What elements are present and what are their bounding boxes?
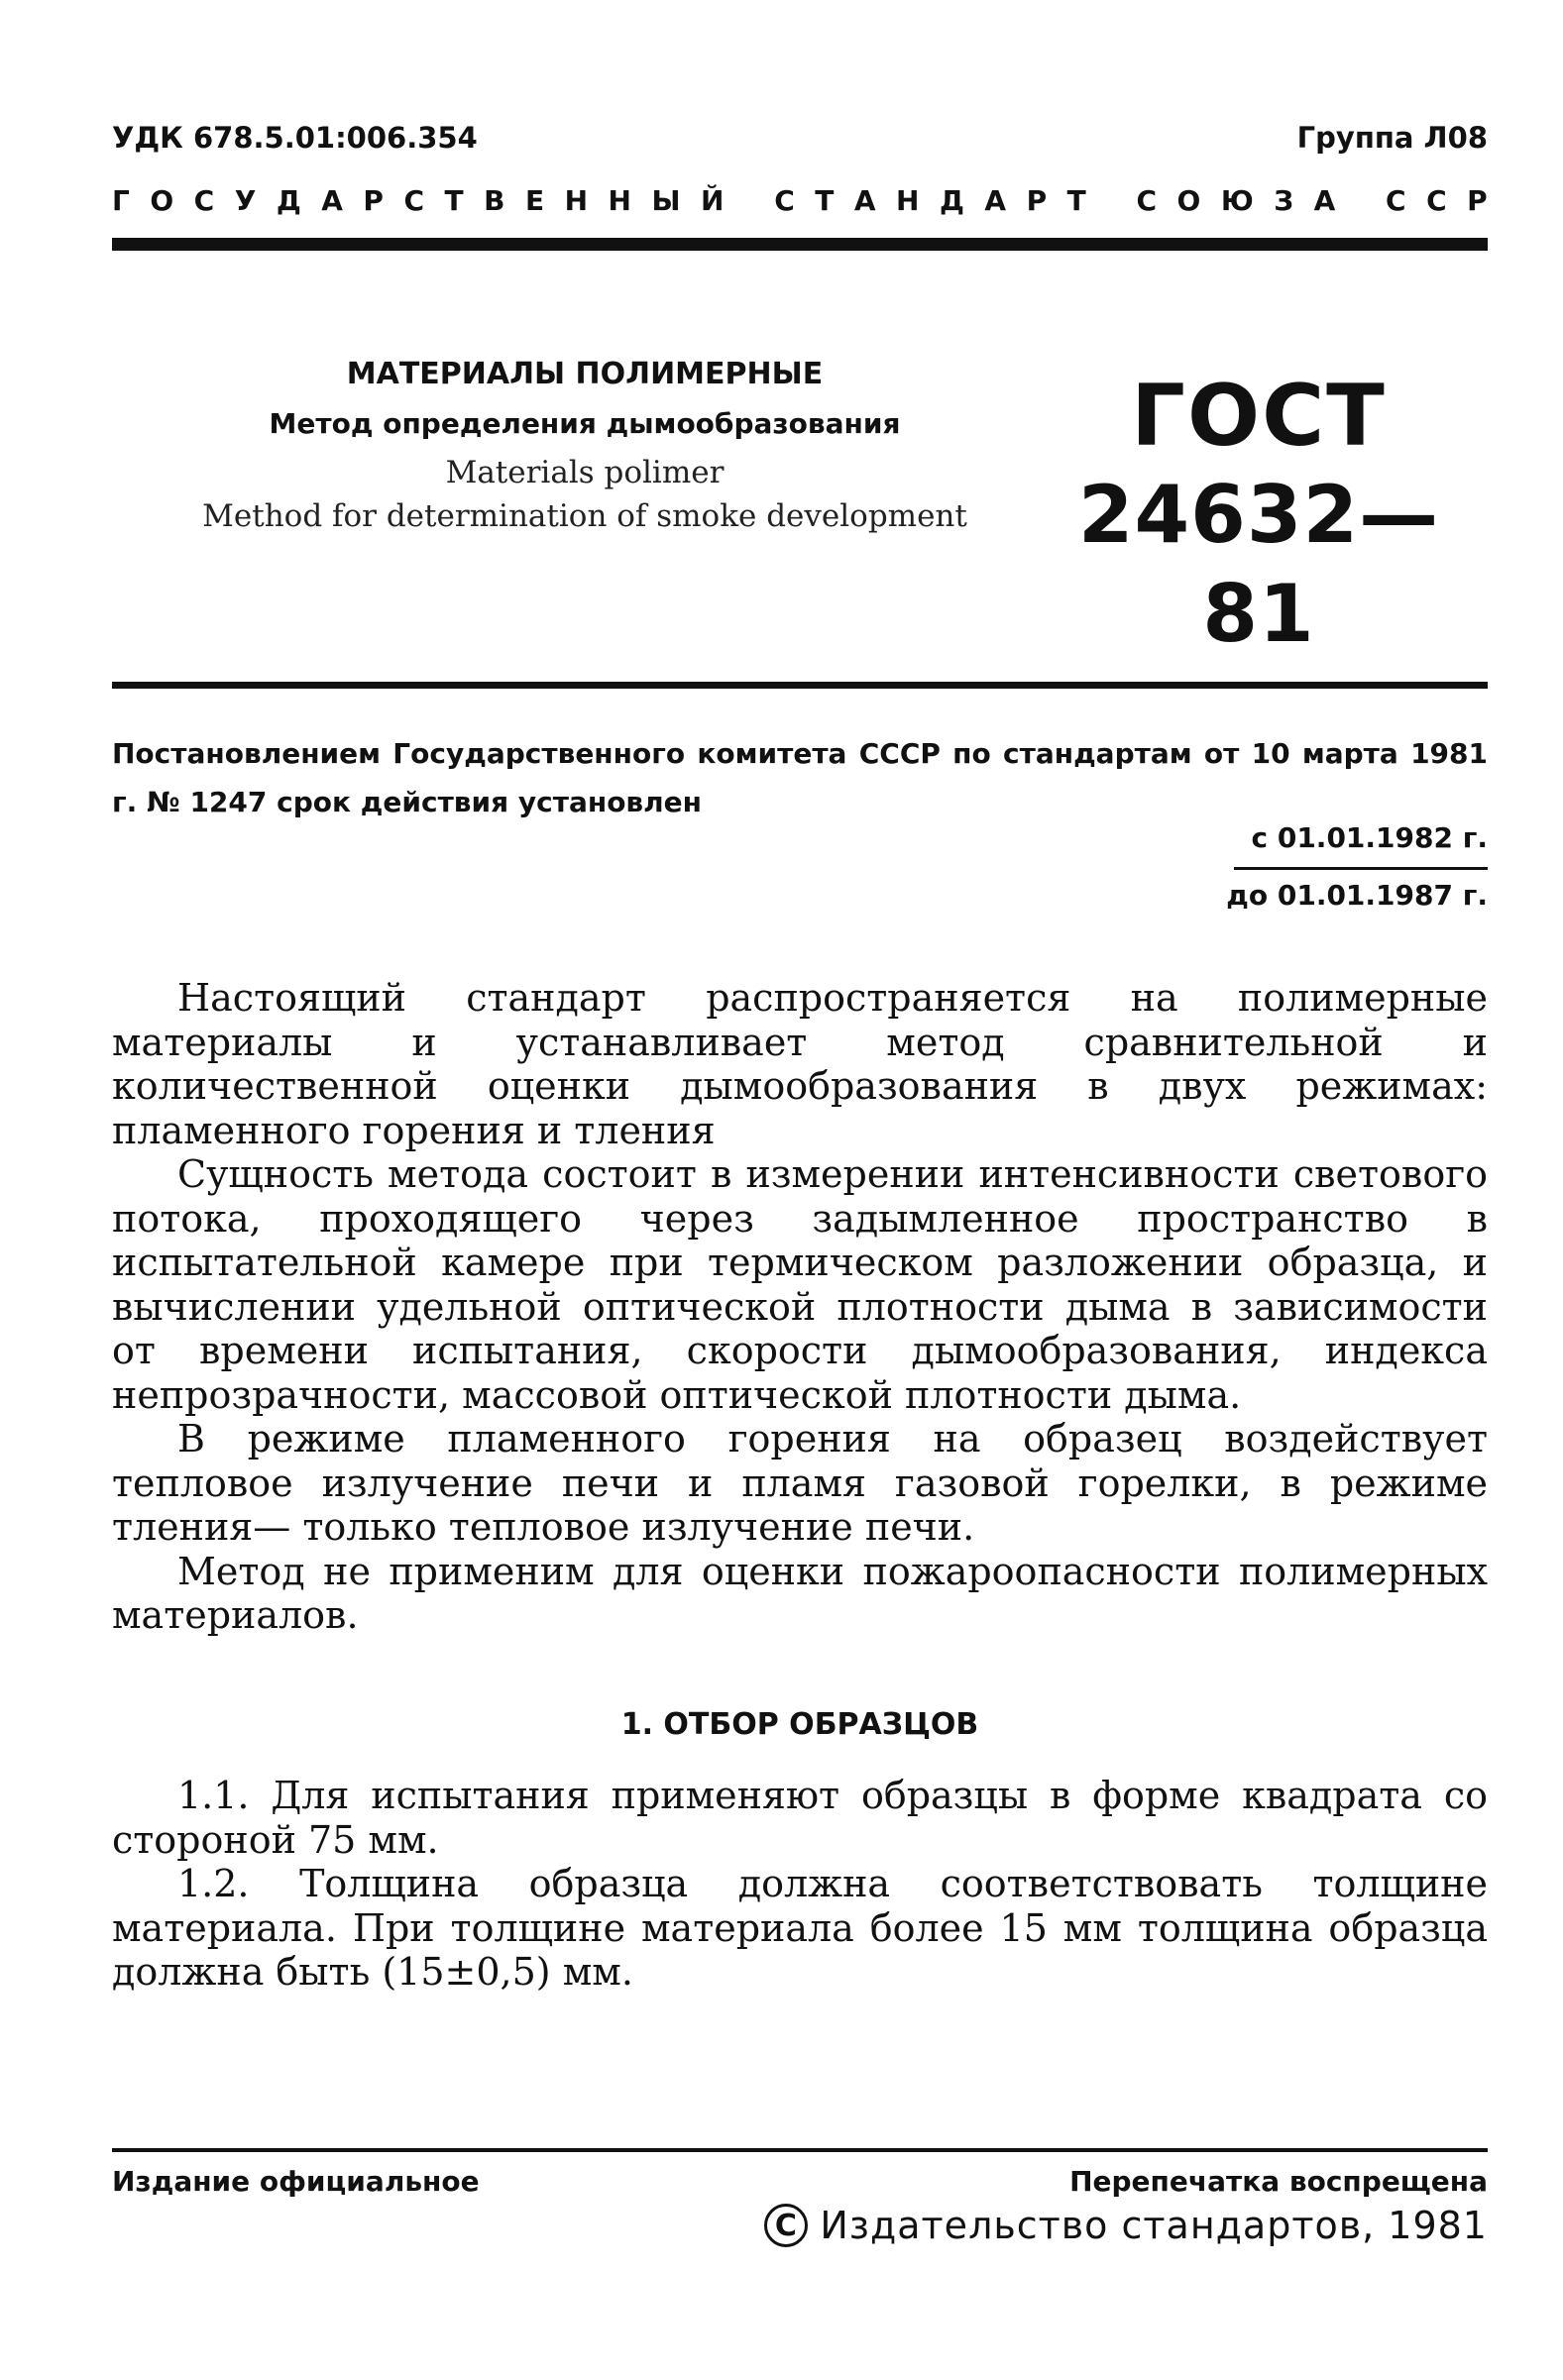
banner-letter: Й — [701, 184, 725, 217]
intro-body — [112, 976, 1488, 1638]
section-item: 1.2. Толщина образца должна соответствовать толщине материала. При толщине материала более 15 мм толщина образца должна быть (15±0,5) мм. — [112, 1862, 1488, 1994]
edition-note: Издание официальное — [112, 2165, 480, 2198]
banner-letter: Т — [444, 184, 464, 217]
body-paragraph: В режиме пламенного горения на образец воздействует тепловое излучение печи и пламя газовой горелки, в режиме тления— только тепловое излучение печи. — [112, 1417, 1488, 1549]
banner-letter: Д — [276, 184, 301, 217]
banner-letter: З — [1274, 184, 1294, 217]
banner-letter: Т — [1066, 184, 1086, 217]
date-divider — [1234, 867, 1488, 870]
body-paragraph: Метод не применим для оценки пожароопасности полимерных материалов. — [112, 1549, 1488, 1637]
body-paragraph: Настоящий стандарт распространяется на полимерные материалы и устанавливает метод сравнительной и количественной оценки дымообразования в двух режимах: пламенного горения и тления — [112, 976, 1488, 1152]
footer-rule — [112, 2148, 1488, 2152]
banner-letter: С — [774, 184, 795, 217]
banner-letter — [1356, 184, 1366, 217]
banner-letter: Р — [1467, 184, 1488, 217]
header-rule — [112, 238, 1488, 251]
banner-letter: Н — [564, 184, 589, 217]
banner-letter: У — [234, 184, 257, 217]
reprint-note: Перепечатка воспрещена — [1069, 2165, 1488, 2198]
banner-letter: А — [1313, 184, 1336, 217]
banner-letter: А — [853, 184, 876, 217]
banner-letter: Е — [524, 184, 545, 217]
banner-letter: О — [1176, 184, 1201, 217]
banner-letter: Р — [363, 184, 384, 217]
gost-designation — [1070, 367, 1447, 664]
group-code: Группа Л08 — [1296, 121, 1488, 155]
date-to: до 01.01.1987 г. — [1226, 879, 1488, 912]
title-en-sub: Method for determination of smoke development — [202, 498, 967, 534]
publisher-name: Издательство стандартов, 1981 — [820, 2204, 1488, 2247]
banner-letter: С — [1426, 184, 1447, 217]
banner-letter: В — [484, 184, 505, 217]
decree-text: Постановлением Государственного комитета СССР по стандартам от 10 марта 1981 г. № 1247 срок действия установлен — [112, 737, 1488, 818]
banner-letter: Ы — [651, 184, 681, 217]
state-standard-banner — [112, 184, 1488, 217]
banner-letter: А — [321, 184, 343, 217]
gost-number: 24632—81 — [1077, 469, 1440, 660]
banner-letter: Г — [112, 184, 130, 217]
banner-letter: Н — [896, 184, 920, 217]
banner-letter: Д — [939, 184, 964, 217]
banner-letter: Ю — [1220, 184, 1254, 217]
title-ru-main: МАТЕРИАЛЫ ПОЛИМЕРНЫЕ — [346, 357, 824, 391]
title-rule — [112, 682, 1488, 689]
banner-letter — [744, 184, 754, 217]
title-ru-sub: Метод определения дымообразования — [269, 407, 901, 440]
banner-letter — [1106, 184, 1116, 217]
banner-letter: А — [984, 184, 1007, 217]
date-from: с 01.01.1982 г. — [1251, 821, 1488, 854]
banner-letter: С — [403, 184, 425, 217]
section-body — [112, 1774, 1488, 1995]
section-item: 1.1. Для испытания применяют образцы в форме квадрата со стороной 75 мм. — [112, 1774, 1488, 1862]
body-paragraph: Сущность метода состоит в измерении интенсивности светового потока, проходящего через задымленное пространство в испытательной камере при термическом разложении образца, и вычислении удельной оптической плотности дыма в зависимости от времени испытания, скорости дымообразования, индекса непрозрачности, массовой оптической плотности дыма. — [112, 1152, 1488, 1417]
banner-letter: С — [193, 184, 215, 217]
banner-letter: Н — [608, 184, 631, 217]
banner-letter: Т — [815, 184, 835, 217]
publisher-line — [764, 2204, 1488, 2247]
title-en-main: Materials polimer — [445, 455, 725, 490]
gost-label: ГОСТ — [1131, 367, 1387, 466]
banner-letter: О — [150, 184, 174, 217]
title-block — [159, 352, 1011, 538]
banner-letter: С — [1386, 184, 1406, 217]
banner-letter: Р — [1026, 184, 1048, 217]
banner-letter: С — [1136, 184, 1158, 217]
copyright-icon: C — [764, 2204, 808, 2247]
udk-code: УДК 678.5.01:006.354 — [112, 121, 478, 155]
section-heading: 1. ОТБОР ОБРАЗЦОВ — [620, 1707, 979, 1742]
